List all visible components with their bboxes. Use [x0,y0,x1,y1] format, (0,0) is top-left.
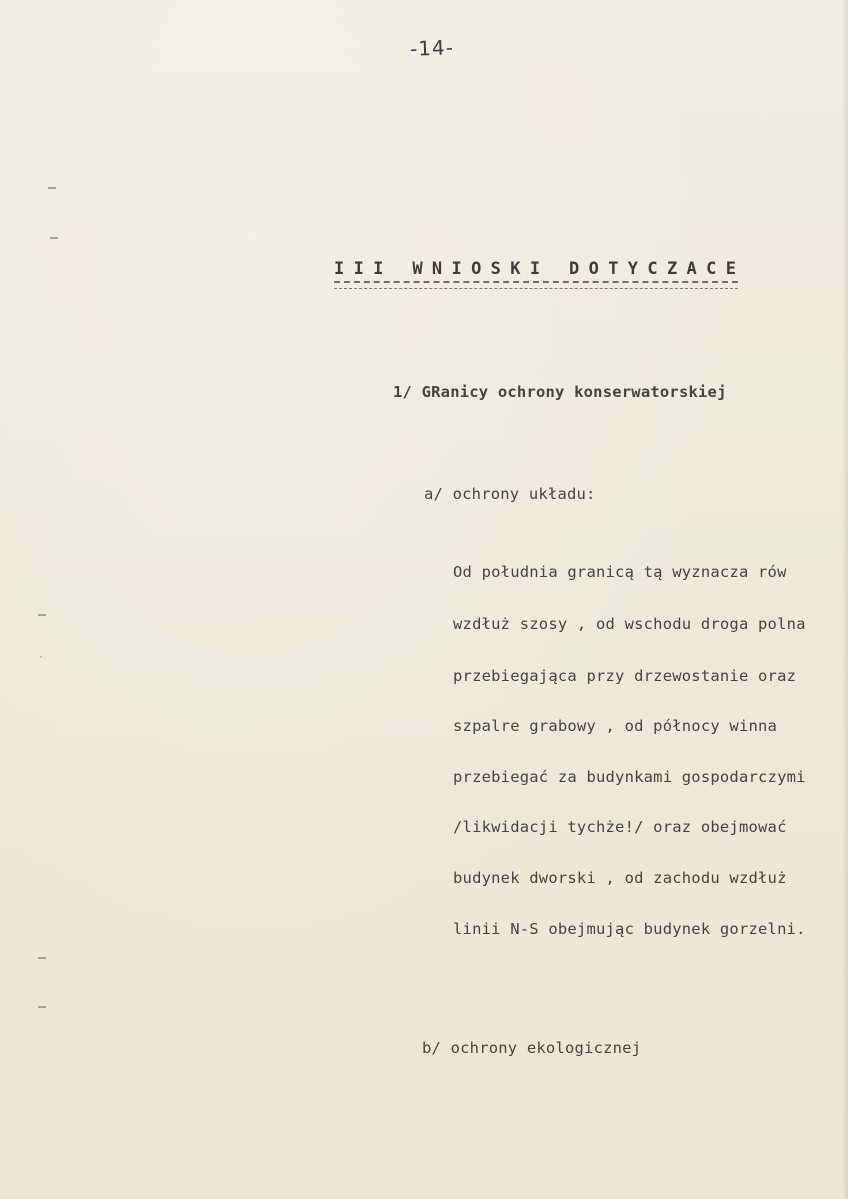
section-1-title: 1/ GRanicy ochrony konserwatorskiej [393,383,727,401]
margin-mark: · [38,652,45,663]
paragraph-line: przebiegająca przy drzewostanie oraz [453,667,797,685]
paragraph-line: budynek dworski , od zachodu wzdłuż [453,869,787,887]
paragraph-line: linii N-S obejmując budynek gorzelni. [453,920,806,938]
subsection-a-title: a/ ochrony układu: [424,485,596,503]
heading-underline [334,281,738,289]
paragraph-line: wzdłuż szosy , od wschodu droga polna [453,615,806,633]
paragraph-line: Od południa granicą tą wyznacza rów [453,563,787,581]
margin-mark [38,957,46,959]
page-edge-shadow [842,0,848,1199]
subsection-b-title: b/ ochrony ekologicznej [422,1039,642,1057]
margin-mark [48,187,56,189]
section-heading: III WNIOSKI DOTYCZACE [334,259,746,279]
margin-mark [38,614,46,616]
paragraph-line: przebiegać za budynkami gospodarczymi [453,768,806,786]
paragraph-line: /likwidacji tychże!/ oraz obejmować [453,818,787,836]
margin-mark [38,1006,46,1008]
margin-mark [50,237,58,239]
page-number: -14- [409,35,455,61]
paragraph-line: szpalre grabowy , od północy winna [453,717,778,735]
